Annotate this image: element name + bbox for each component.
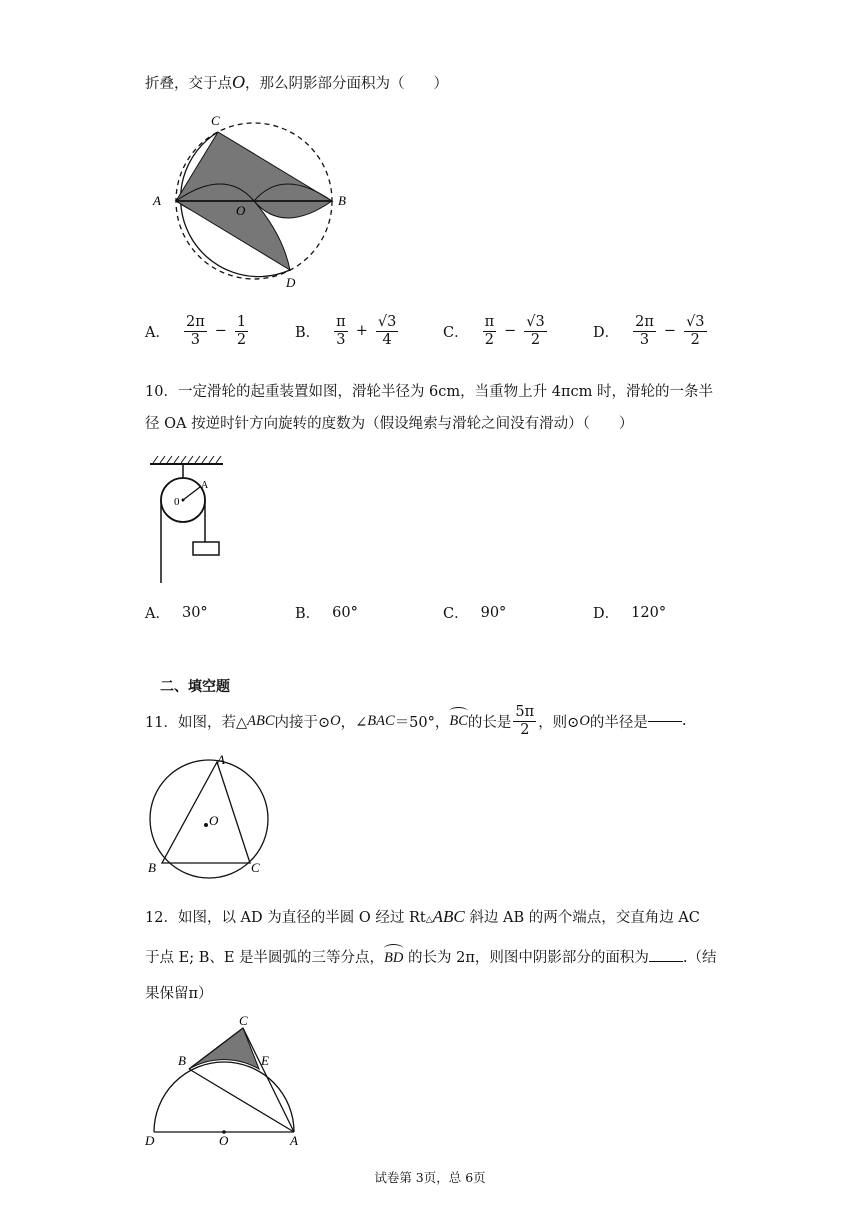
- q12-label-o: O: [219, 1133, 229, 1147]
- q12-line3: 果保留π）: [145, 986, 213, 1002]
- q11-center-dot: [204, 823, 208, 827]
- q9-option-c[interactable]: [443, 314, 549, 348]
- q12-label-c: C: [239, 1013, 248, 1028]
- q9-stem: [145, 72, 448, 93]
- q10-option-b[interactable]: [295, 602, 358, 623]
- q10-option-c-value: 90°: [480, 604, 507, 621]
- q9-option-d-label: D．: [593, 324, 620, 341]
- q12-line1: [145, 906, 700, 927]
- q11-stem: [145, 704, 686, 738]
- q9-option-a[interactable]: [145, 314, 250, 348]
- q11-o1: O: [330, 712, 341, 729]
- q12-shaded-region: [189, 1028, 259, 1069]
- q11-arc-bc: BC: [449, 712, 468, 729]
- q12-label-a: A: [290, 1133, 298, 1147]
- q9-option-b-frac1: $\frac{\pi}{3}$: [336, 314, 346, 348]
- q11-text-2: 内接于⊙: [274, 714, 331, 731]
- q11-text-5: 的长是: [467, 714, 512, 731]
- q10-option-a-label: A．: [145, 606, 170, 622]
- q9-option-b[interactable]: [295, 314, 400, 348]
- q9-option-c-op: −: [504, 323, 517, 340]
- q9-figure: [145, 105, 360, 295]
- q9-point-o: O: [232, 72, 245, 92]
- q11-answer-blank[interactable]: [648, 721, 682, 722]
- q10-label-a: A: [201, 480, 209, 491]
- q9-option-d[interactable]: [593, 314, 709, 348]
- q9-label-c: C: [211, 113, 220, 128]
- q10-center-dot: [182, 499, 185, 502]
- q9-label-d: D: [286, 275, 296, 290]
- q12-label-b: B: [178, 1053, 186, 1068]
- q11-label-c: C: [251, 860, 260, 875]
- q10-figure: [145, 448, 235, 588]
- q11-text-7: 的半径是: [589, 714, 648, 731]
- q9-option-a-frac2: $\frac{1}{2}$: [236, 314, 247, 348]
- q12-tri: △: [425, 915, 433, 925]
- q12-text-1b: 斜边 AB 的两个端点，交直角边 AC: [464, 910, 700, 926]
- q10-line1: 10．一定滑轮的起重装置如图，滑轮半径为 6cm，当重物上升 4πcm 时，滑轮的一条半: [145, 384, 713, 400]
- q10-label-o: 0: [174, 496, 180, 508]
- q12-answer-blank[interactable]: [649, 961, 683, 962]
- q10-option-c-label: C．: [443, 606, 469, 622]
- section-title: 二、填空题: [160, 679, 230, 695]
- q9-stem-text: 折叠，交于点: [145, 76, 232, 92]
- q10-option-b-value: 60°: [332, 604, 358, 621]
- q12-semicircle: [154, 1062, 294, 1132]
- q11-bac: BAC: [367, 712, 395, 729]
- q9-option-d-frac1: $\frac{2\pi}{3}$: [635, 314, 654, 348]
- q9-option-c-frac2: $\frac{√3}{2}$: [526, 314, 545, 348]
- q9-option-d-op: −: [663, 323, 677, 340]
- q11-label-b: B: [148, 860, 156, 875]
- q10-ceiling-hatch: [153, 456, 221, 463]
- q11-o2: O: [579, 712, 590, 729]
- q12-text-2c: .（结: [682, 950, 717, 966]
- q9-option-b-label: B．: [295, 324, 321, 341]
- q12-text-2b: 的长为 2π，则图中阴影部分的面积为: [403, 950, 649, 966]
- q10-weight: [193, 542, 219, 555]
- q12-figure: [140, 1012, 310, 1147]
- q9-label-b: B: [338, 193, 346, 208]
- q11-text-1: 11．如图，若△: [145, 714, 248, 731]
- q12-text-1a: 12．如图，以 AD 为直径的半圆 O 经过 Rt: [145, 910, 426, 926]
- q9-option-d-frac2: $\frac{√3}{2}$: [686, 314, 705, 348]
- q11-frac: $\frac{5\pi}{2}$: [515, 704, 535, 738]
- q10-option-a-value: 30°: [181, 604, 208, 621]
- q11-triangle-abc: [162, 762, 250, 863]
- q11-label-o: O: [209, 813, 219, 828]
- q9-option-a-frac1: $\frac{2\pi}{3}$: [185, 314, 205, 348]
- q11-figure: [145, 752, 275, 880]
- q11-abc: ABC: [247, 712, 275, 729]
- q9-label-a: A: [153, 193, 161, 208]
- q9-option-c-label: C．: [443, 324, 469, 341]
- q9-option-b-op: +: [355, 323, 368, 340]
- q12-label-e: E: [261, 1053, 269, 1068]
- q11-label-a: A: [217, 752, 225, 767]
- q12-abc: ABC: [432, 907, 465, 926]
- q10-option-b-label: B．: [295, 606, 321, 622]
- q10-option-c[interactable]: [443, 602, 506, 623]
- q12-arc-bd: BD: [384, 950, 404, 966]
- q12-line2: [145, 946, 716, 967]
- q11-text-8: .: [681, 713, 687, 730]
- q9-option-c-frac1: $\frac{\pi}{2}$: [484, 314, 495, 348]
- q10-option-d-label: D．: [593, 606, 620, 622]
- q10-option-a[interactable]: [145, 602, 208, 623]
- q12-label-d: D: [145, 1133, 155, 1147]
- q9-option-b-frac2: $\frac{√3}{4}$: [377, 314, 397, 348]
- q11-text-4: ＝50°，: [394, 714, 450, 731]
- q12-text-2a: 于点 E; B、E 是半圆弧的三等分点，: [145, 950, 385, 966]
- page-footer: 试卷第 3页，总 6页: [374, 1170, 486, 1185]
- q11-text-3: ，∠: [340, 714, 368, 731]
- q9-option-a-label: A．: [145, 324, 170, 341]
- q9-option-a-op: −: [214, 323, 227, 340]
- q10-line2: 径 OA 按逆时针方向旋转的度数为（假设绳索与滑轮之间没有滑动）（ ）: [145, 416, 634, 432]
- q10-option-d-value: 120°: [631, 604, 667, 621]
- q11-text-6: ，则⊙: [538, 714, 580, 731]
- q9-stem-end: ，那么阴影部分面积为（ ）: [245, 76, 448, 92]
- q10-option-d[interactable]: [593, 602, 666, 623]
- q9-label-o: O: [236, 203, 246, 218]
